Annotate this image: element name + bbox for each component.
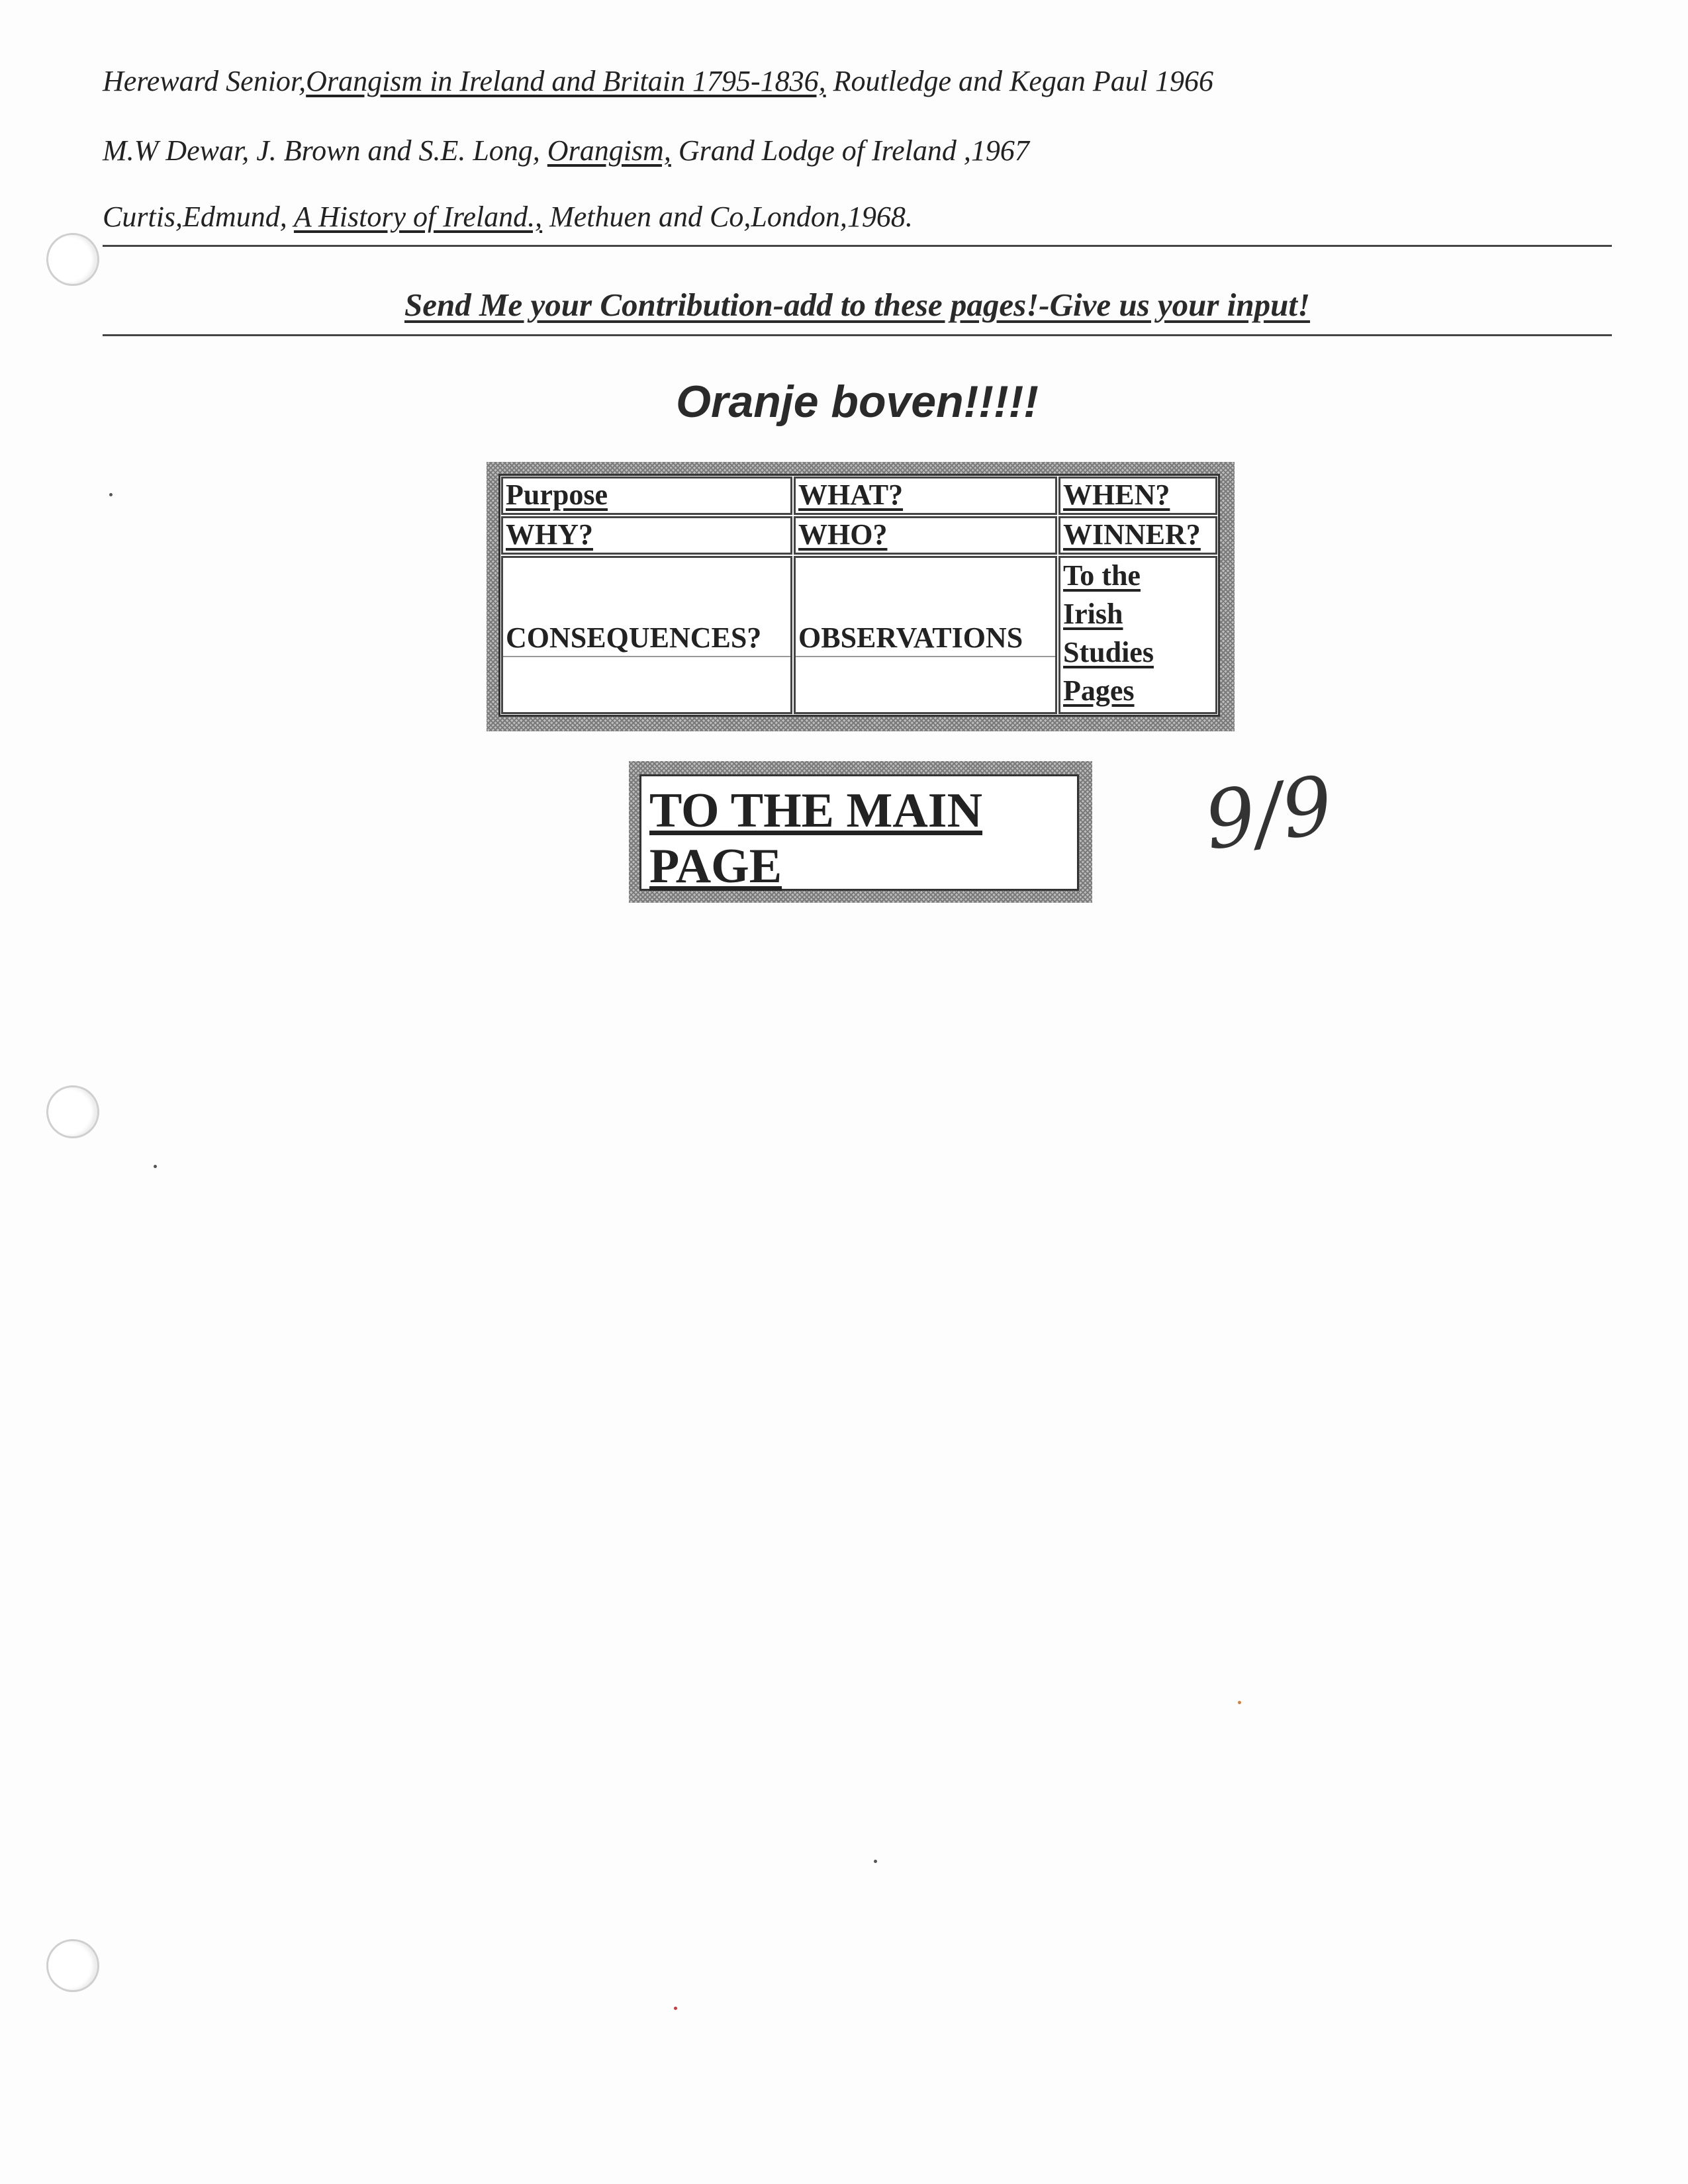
nav-label-observations: OBSERVATIONS <box>798 621 1023 654</box>
irish-studies-line[interactable]: Studies <box>1063 636 1154 668</box>
cell-divider <box>503 656 790 657</box>
nav-cell-winner[interactable] <box>1058 516 1217 555</box>
nav-link-what[interactable]: WHAT? <box>798 478 904 511</box>
divider-bottom <box>103 334 1612 336</box>
nav-cell-who[interactable] <box>794 516 1057 555</box>
cell-divider <box>796 656 1055 657</box>
reference-publisher: Routledge and Kegan Paul 1966 <box>825 65 1214 97</box>
nav-grid <box>498 474 1220 717</box>
scan-speck <box>1238 1701 1241 1704</box>
nav-link-who[interactable]: WHO? <box>798 518 888 551</box>
binder-hole-top <box>46 233 99 286</box>
reference-publisher: Grand Lodge of Ireland ,1967 <box>671 134 1029 167</box>
nav-cell-why[interactable] <box>501 516 792 555</box>
binder-hole-bottom <box>46 1939 99 1992</box>
reference-publisher: Methuen and Co,London,1968. <box>542 201 913 233</box>
scan-speck <box>674 2007 677 2010</box>
divider-top <box>103 245 1612 247</box>
main-page-link[interactable]: TO THE MAIN PAGE <box>649 784 983 893</box>
nav-link-winner[interactable]: WINNER? <box>1063 518 1201 551</box>
nav-link-why[interactable]: WHY? <box>506 518 593 551</box>
reference-title: Orangism, <box>547 134 671 167</box>
page-headline: Oranje boven!!!!! <box>676 377 1039 427</box>
reference-title: A History of Ireland., <box>293 201 543 233</box>
irish-studies-line[interactable]: Irish <box>1063 598 1123 630</box>
nav-cell-when[interactable] <box>1058 477 1217 515</box>
reference-title: Orangism in Ireland and Britain 1795-1836, <box>306 65 826 97</box>
reference-senior <box>103 64 1213 98</box>
scan-speck <box>109 493 113 496</box>
reference-author: Hereward Senior, <box>103 65 306 97</box>
reference-curtis <box>103 200 913 234</box>
contribution-link[interactable]: Send Me your Contribution-add to these pages!-Give us your input! <box>404 287 1311 323</box>
nav-link-when[interactable]: WHEN? <box>1063 478 1170 511</box>
nav-label-consequences: CONSEQUENCES? <box>506 621 762 654</box>
nav-table <box>487 462 1235 731</box>
handwritten-page-number: 9/9 <box>1199 759 1338 868</box>
nav-cell-irish-studies[interactable] <box>1058 556 1217 714</box>
irish-studies-link[interactable] <box>1063 557 1154 710</box>
irish-studies-line[interactable]: To the <box>1063 559 1141 592</box>
nav-link-purpose[interactable]: Purpose <box>506 478 608 511</box>
scan-speck <box>154 1165 157 1168</box>
nav-cell-consequences[interactable] <box>501 556 792 714</box>
nav-cell-observations[interactable] <box>794 556 1057 714</box>
scan-speck <box>874 1860 877 1863</box>
main-page-button-inner[interactable] <box>639 774 1079 891</box>
main-page-button[interactable] <box>629 761 1092 903</box>
nav-cell-purpose[interactable] <box>501 477 792 515</box>
nav-cell-what[interactable] <box>794 477 1057 515</box>
reference-author: Curtis,Edmund, <box>103 201 294 233</box>
reference-dewar <box>103 134 1029 167</box>
binder-hole-middle <box>46 1085 99 1138</box>
irish-studies-line[interactable]: Pages <box>1063 674 1135 707</box>
reference-author: M.W Dewar, J. Brown and S.E. Long, <box>103 134 547 167</box>
